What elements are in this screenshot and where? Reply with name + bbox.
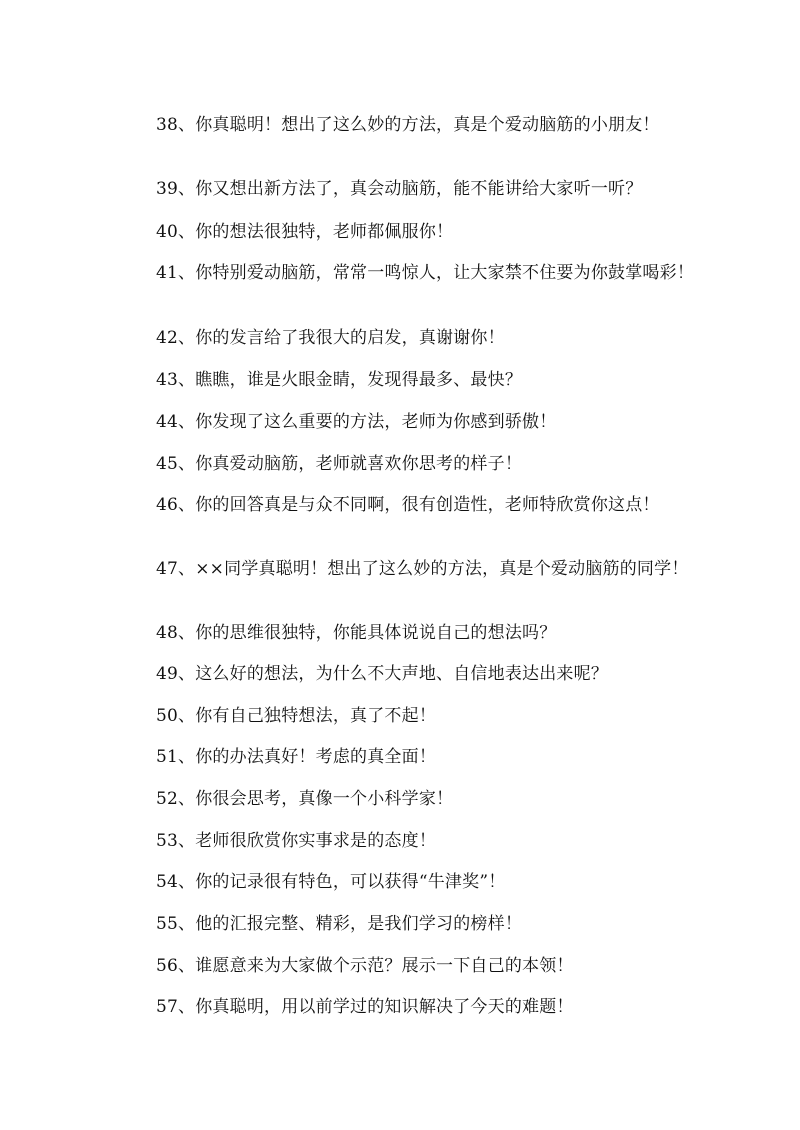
paragraph-41: 41、你特别爱动脑筋，常常一鸣惊人，让大家禁不住要为你鼓掌喝彩！ [156,263,695,283]
paragraph-48: 48、你的思维很独特，你能具体说说自己的想法吗？ [156,623,557,643]
paragraph-51: 51、你的办法真好！考虑的真全面！ [156,747,437,767]
paragraph-53: 53、老师很欣赏你实事求是的态度！ [156,831,437,851]
paragraph-50: 50、你有自己独特想法，真了不起！ [156,706,437,726]
paragraph-55: 55、他的汇报完整、精彩，是我们学习的榜样！ [156,914,523,934]
paragraph-57: 57、你真聪明，用以前学过的知识解决了今天的难题！ [156,997,574,1017]
paragraph-43: 43、瞧瞧，谁是火眼金睛，发现得最多、最快？ [156,370,523,390]
paragraph-40: 40、你的想法很独特，老师都佩服你！ [156,222,454,242]
paragraph-49: 49、这么好的想法，为什么不大声地、自信地表达出来呢？ [156,664,609,684]
paragraph-45: 45、你真爱动脑筋，老师就喜欢你思考的样子！ [156,454,523,474]
paragraph-46: 46、你的回答真是与众不同啊，很有创造性，老师特欣赏你这点！ [156,495,660,515]
paragraph-52: 52、你很会思考，真像一个小科学家！ [156,789,454,809]
paragraph-38: 38、你真聪明！想出了这么妙的方法，真是个爱动脑筋的小朋友！ [156,115,660,135]
paragraph-39: 39、你又想出新方法了，真会动脑筋，能不能讲给大家听一听？ [156,179,643,199]
paragraph-54: 54、你的记录很有特色，可以获得“牛津奖”！ [156,872,506,892]
paragraph-56: 56、谁愿意来为大家做个示范？展示一下自己的本领！ [156,956,574,976]
paragraph-47: 47、××同学真聪明！想出了这么妙的方法，真是个爱动脑筋的同学！ [156,559,689,579]
paragraph-42: 42、你的发言给了我很大的启发，真谢谢你！ [156,328,505,348]
paragraph-44: 44、你发现了这么重要的方法，老师为你感到骄傲！ [156,412,557,432]
